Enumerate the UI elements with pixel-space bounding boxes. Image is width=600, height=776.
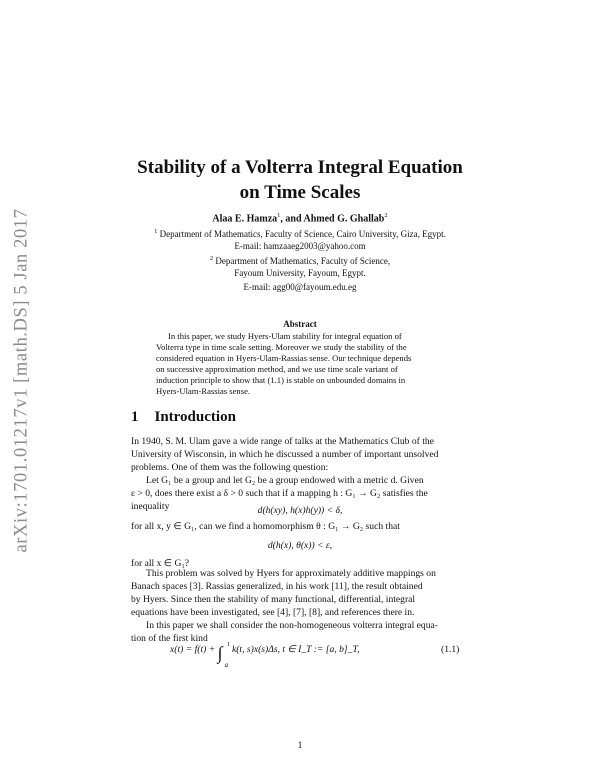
body-line: Let G₁ be a group and let G₂ be a group endowed with a metric d. Given	[146, 475, 424, 486]
title-line-2: on Time Scales	[239, 182, 361, 203]
integral-upper-limit: t	[227, 640, 230, 648]
abstract-line: Volterra type in time scale setting. Moreover we study the stability of the	[156, 342, 407, 352]
body-line: In 1940, S. M. Ulam gave a wide range of talks at the Mathematics Club of the	[131, 436, 434, 447]
body-line: equations have been investigated, see [4], [7], [8], and references there in.	[131, 607, 415, 618]
equation-rhs: k(t, s)x(s)Δs, t ∈ I_T := [a, b]_T,	[229, 644, 360, 655]
author-list	[0, 212, 600, 224]
equation-lhs: x(t) = f(t) +	[170, 644, 218, 655]
abstract-line: induction principle to show that (1.1) is stable on unbounded domains in	[156, 375, 406, 385]
abstract-text	[156, 331, 448, 397]
abstract-line: considered equation in Hyers-Ulam-Rassias sense. Our technique depends	[156, 353, 412, 363]
affiliation-2-location: Fayoum University, Fayoum, Egypt.	[234, 268, 366, 278]
affiliation-superscript: 2	[209, 255, 214, 262]
equation-volterra	[170, 640, 360, 669]
body-line: tion of the first kind	[131, 633, 208, 644]
abstract-line: Hyers-Ulam-Rassias sense.	[156, 386, 251, 396]
abstract-line: on successive approximation method, and we use time scale variant of	[156, 364, 398, 374]
integral-sign: ∫	[217, 643, 223, 663]
paper-title	[0, 155, 600, 205]
equation-inequality: d(h(xy), h(x)h(y)) < δ,	[257, 505, 343, 516]
body-line: for all x, y ∈ G₁, can we find a homomorphism θ : G₁ → G₂ such that	[131, 521, 400, 532]
abstract-line: In this paper, we study Hyers-Ulam stability for integral equation of	[168, 331, 402, 341]
abstract-heading: Abstract	[283, 319, 317, 329]
author-name: Ahmed G. Ghallab	[303, 213, 385, 225]
affiliation-1: $^1$ Department of Mathematics, Faculty of Science, Cairo University, Giza, Egypt.	[154, 228, 446, 239]
title-line-1: Stability of a Volterra Integral Equation	[137, 157, 463, 178]
author-separator: , and	[280, 213, 304, 225]
body-line: This problem was solved by Hyers for approximately additive mappings on	[146, 568, 436, 579]
email-1: E-mail: hamzaaeg2003@yahoo.com	[234, 241, 366, 251]
affiliation-superscript: 1	[154, 228, 158, 235]
body-line: In this paper we shall consider the non-homogeneous volterra integral equa-	[146, 620, 438, 631]
email-2: E-mail: agg00@fayoum.edu.eg	[243, 282, 357, 292]
body-line: ε > 0, does there exist a δ > 0 such that if a mapping h : G₁ → G₂ satisfies the	[131, 488, 428, 499]
body-line: problems. One of them was the following question:	[131, 462, 329, 473]
equation-homomorphism: d(h(x), θ(x)) < ε,	[267, 540, 333, 551]
integral-lower-limit: a	[224, 661, 229, 669]
section-title: Introduction	[154, 409, 236, 425]
arxiv-identifier: arXiv:1701.01217v1 [math.DS] 5 Jan 2017	[11, 207, 32, 553]
author-name: Alaa E. Hamza	[212, 213, 278, 225]
body-line: for all x ∈ G₁?	[131, 558, 190, 569]
page-number: 1	[297, 740, 303, 751]
affiliation-2: $^2$ Department of Mathematics, Faculty of Science,	[209, 255, 391, 266]
body-line: inequality	[131, 501, 170, 512]
body-line: University of Wisconsin, in which he discussed a number of important unsolved	[131, 449, 439, 460]
author-superscript: 1	[277, 212, 281, 219]
author-superscript: 2	[384, 212, 388, 219]
body-line: by Hyers. Since then the stability of many functional, differential, integral	[131, 594, 416, 605]
body-line: Banach spaces [3]. Rassias generalized, in his work [11], the result obtained	[131, 581, 423, 592]
equation-number: (1.1)	[441, 644, 460, 655]
section-number: 1	[131, 409, 139, 425]
section-heading	[131, 409, 236, 426]
